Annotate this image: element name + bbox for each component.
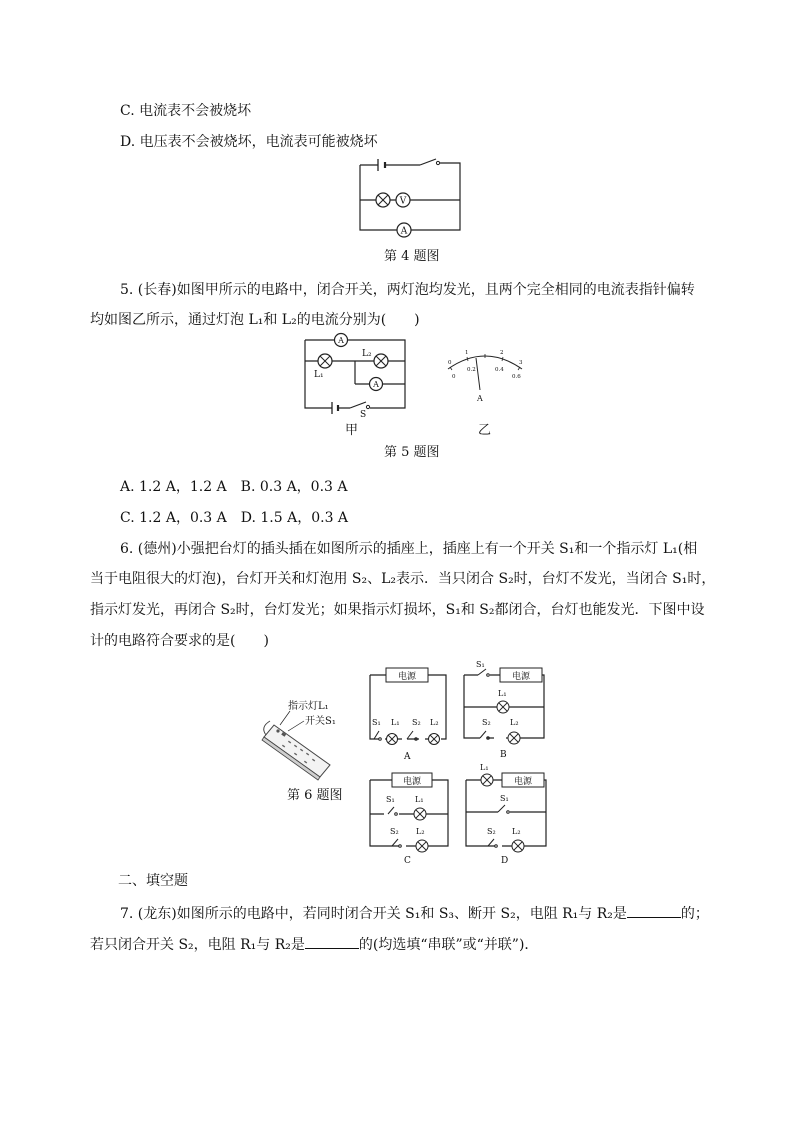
svg-text:V: V xyxy=(399,196,407,207)
q6-stem-line3: 指示灯发光，再闭合 S₂时，台灯发光；如果指示灯损坏，S₁和 S₂都闭合，台灯也能发光．下图中设 xyxy=(90,602,705,618)
q6-d-lamp-l1 xyxy=(481,774,493,786)
q5-tick-outer-2: 2 xyxy=(500,350,504,356)
q6-a-label-s2: S₂ xyxy=(412,718,421,727)
q6-c-switch-s1 xyxy=(388,807,397,815)
q6-a-lamp-l1 xyxy=(387,734,398,745)
svg-text:电源: 电源 xyxy=(513,777,533,787)
q7-blank-2[interactable] xyxy=(305,934,359,949)
q7-line1-end: 的； xyxy=(680,906,709,922)
q6-b-label-l1: L₁ xyxy=(498,689,507,698)
q7-line2-text: 若只闭合开关 S₂，电阻 R₁与 R₂是 xyxy=(90,937,305,953)
q6-a-power-box xyxy=(386,668,428,682)
q6-d-label-l2: L₂ xyxy=(512,827,521,836)
q5-circuit-jia xyxy=(300,334,410,420)
q6-d-power-box xyxy=(502,773,544,787)
q6-b-switch-s1 xyxy=(478,669,489,676)
q5-lamp-l2 xyxy=(374,354,388,368)
q6-a-label-l1: L₁ xyxy=(391,718,400,727)
q6-stem-line2: 当于电阻很大的灯泡)，台灯开关和灯泡用 S₂、L₂表示．当只闭合 S₂时，台灯不发光，当闭合 S₁时， xyxy=(90,571,716,587)
q6-a-option-label: A xyxy=(404,752,411,762)
q5-tick-inner-1: 0.2 xyxy=(467,367,476,373)
q5-label-l1: L₁ xyxy=(314,370,324,380)
q6-b-lamp-l1 xyxy=(497,701,509,713)
q5-dial-needle xyxy=(476,358,480,390)
q6-b-label-s1: S₁ xyxy=(476,660,485,669)
q6-stem-line4: 计的电路符合要求的是( ) xyxy=(90,633,269,649)
q6-b-label-l2: L₂ xyxy=(510,718,519,727)
q6-c-label-l1: L₁ xyxy=(415,795,424,804)
q4-circuit-diagram xyxy=(350,155,470,240)
q6-circuit-option-c xyxy=(366,768,456,866)
q5-tick-inner-0: 0 xyxy=(452,374,456,380)
svg-text:A: A xyxy=(400,226,408,237)
q6-c-option-label: C xyxy=(404,856,411,866)
q7-line1-text: 7. (龙东)如图所示的电路中，若同时闭合开关 S₁和 S₃、断开 S₂，电阻 R₁与 R₂是 xyxy=(120,906,627,922)
q7-line2-end: 的(均选填“串联”或“并联”)． xyxy=(358,937,539,953)
q6-circuit-option-a xyxy=(366,663,451,762)
q6-d-label-l1: L₁ xyxy=(480,763,489,772)
q4-voltmeter xyxy=(396,193,410,207)
q4-ammeter xyxy=(397,223,411,237)
q6-c-lamp-l2 xyxy=(416,840,428,852)
q6-circuit-option-d xyxy=(462,760,552,866)
q5-stem-line2: 均如图乙所示，通过灯泡 L₁和 L₂的电流分别为( ) xyxy=(90,312,420,328)
q6-a-label-s1: S₁ xyxy=(372,718,381,727)
q6-b-option-label: B xyxy=(500,750,507,760)
q7-blank-1[interactable] xyxy=(627,903,681,918)
q6-socket-illustration xyxy=(260,695,360,780)
q6-c-lamp-l1 xyxy=(414,808,426,820)
q5-tick-outer-0: 0 xyxy=(448,360,452,366)
q6-c-label-s2: S₂ xyxy=(390,827,399,836)
q6-d-label-s1: S₁ xyxy=(500,794,509,803)
q4-lamp xyxy=(376,193,390,207)
q5-label-l2: L₂ xyxy=(362,349,372,359)
q6-circuit-option-b xyxy=(460,657,550,760)
svg-text:电源: 电源 xyxy=(402,777,422,787)
q5-ammeter-top xyxy=(335,334,348,347)
q4-option-c: C. 电流表不会被烧坏 xyxy=(120,103,252,119)
section-title-fill-blank: 二、填空题 xyxy=(118,873,188,889)
q6-c-power-box xyxy=(392,773,432,787)
q6-d-option-label: D xyxy=(501,856,509,866)
q6-figure-caption: 第 6 题图 xyxy=(287,788,343,803)
q6-power-strip xyxy=(262,721,330,780)
q6-b-label-s2: S₂ xyxy=(482,718,491,727)
q5-options-line1: A. 1.2 A，1.2 A B. 0.3 A，0.3 A xyxy=(120,479,348,495)
svg-text:电源: 电源 xyxy=(397,672,417,682)
q5-dial-unit: A xyxy=(477,394,483,403)
q5-tick-outer-1: 1 xyxy=(465,350,469,356)
q6-b-lamp-l2 xyxy=(508,732,520,744)
svg-text:电源: 电源 xyxy=(511,672,531,682)
q6-d-lamp-l2 xyxy=(512,840,524,852)
q6-d-label-s2: S₂ xyxy=(487,827,496,836)
q6-c-label-s1: S₁ xyxy=(386,795,395,804)
q5-tick-outer-3: 3 xyxy=(519,360,523,366)
q4-figure-caption: 第 4 题图 xyxy=(384,249,440,264)
q5-tick-inner-2: 0.4 xyxy=(495,367,504,373)
q6-socket-label-switch: 开关S₁ xyxy=(305,716,336,727)
q5-tick-inner-3: 0.6 xyxy=(512,374,521,380)
svg-text:A: A xyxy=(373,380,379,389)
q7-line1 xyxy=(120,903,709,923)
q5-options-line2: C. 1.2 A，0.3 A D. 1.5 A，0.3 A xyxy=(120,510,349,526)
q4-option-d: D. 电压表不会被烧坏，电流表可能被烧坏 xyxy=(120,134,378,150)
q7-line2 xyxy=(90,934,538,954)
q5-label-jia: 甲 xyxy=(345,423,359,438)
q6-a-label-l2: L₂ xyxy=(430,718,439,727)
q6-c-label-l2: L₂ xyxy=(416,827,425,836)
q5-lamp-l1 xyxy=(318,354,332,368)
q5-label-yi: 乙 xyxy=(478,423,492,438)
q6-socket-label-lamp: 指示灯L₁ xyxy=(288,701,329,712)
q5-ammeter-dial xyxy=(440,345,530,405)
q6-a-lamp-l2 xyxy=(429,734,440,745)
q6-d-switch-s1 xyxy=(498,805,509,813)
svg-text:A: A xyxy=(338,336,344,345)
q4-wires xyxy=(360,163,460,230)
q5-stem-line1: 5. (长春)如图甲所示的电路中，闭合开关，两灯泡均发光，且两个完全相同的电流表指针偏转 xyxy=(120,282,695,298)
q6-stem-line1: 6. (德州)小强把台灯的插头插在如图所示的插座上，插座上有一个开关 S₁和一个指示灯 L₁(相 xyxy=(120,541,698,557)
q5-label-s: S xyxy=(360,410,367,420)
q4-switch xyxy=(420,159,440,165)
q5-ammeter-branch xyxy=(370,378,383,391)
q5-figure-caption: 第 5 题图 xyxy=(384,445,440,460)
q6-b-power-box xyxy=(500,668,542,682)
q5-switch xyxy=(350,402,370,409)
